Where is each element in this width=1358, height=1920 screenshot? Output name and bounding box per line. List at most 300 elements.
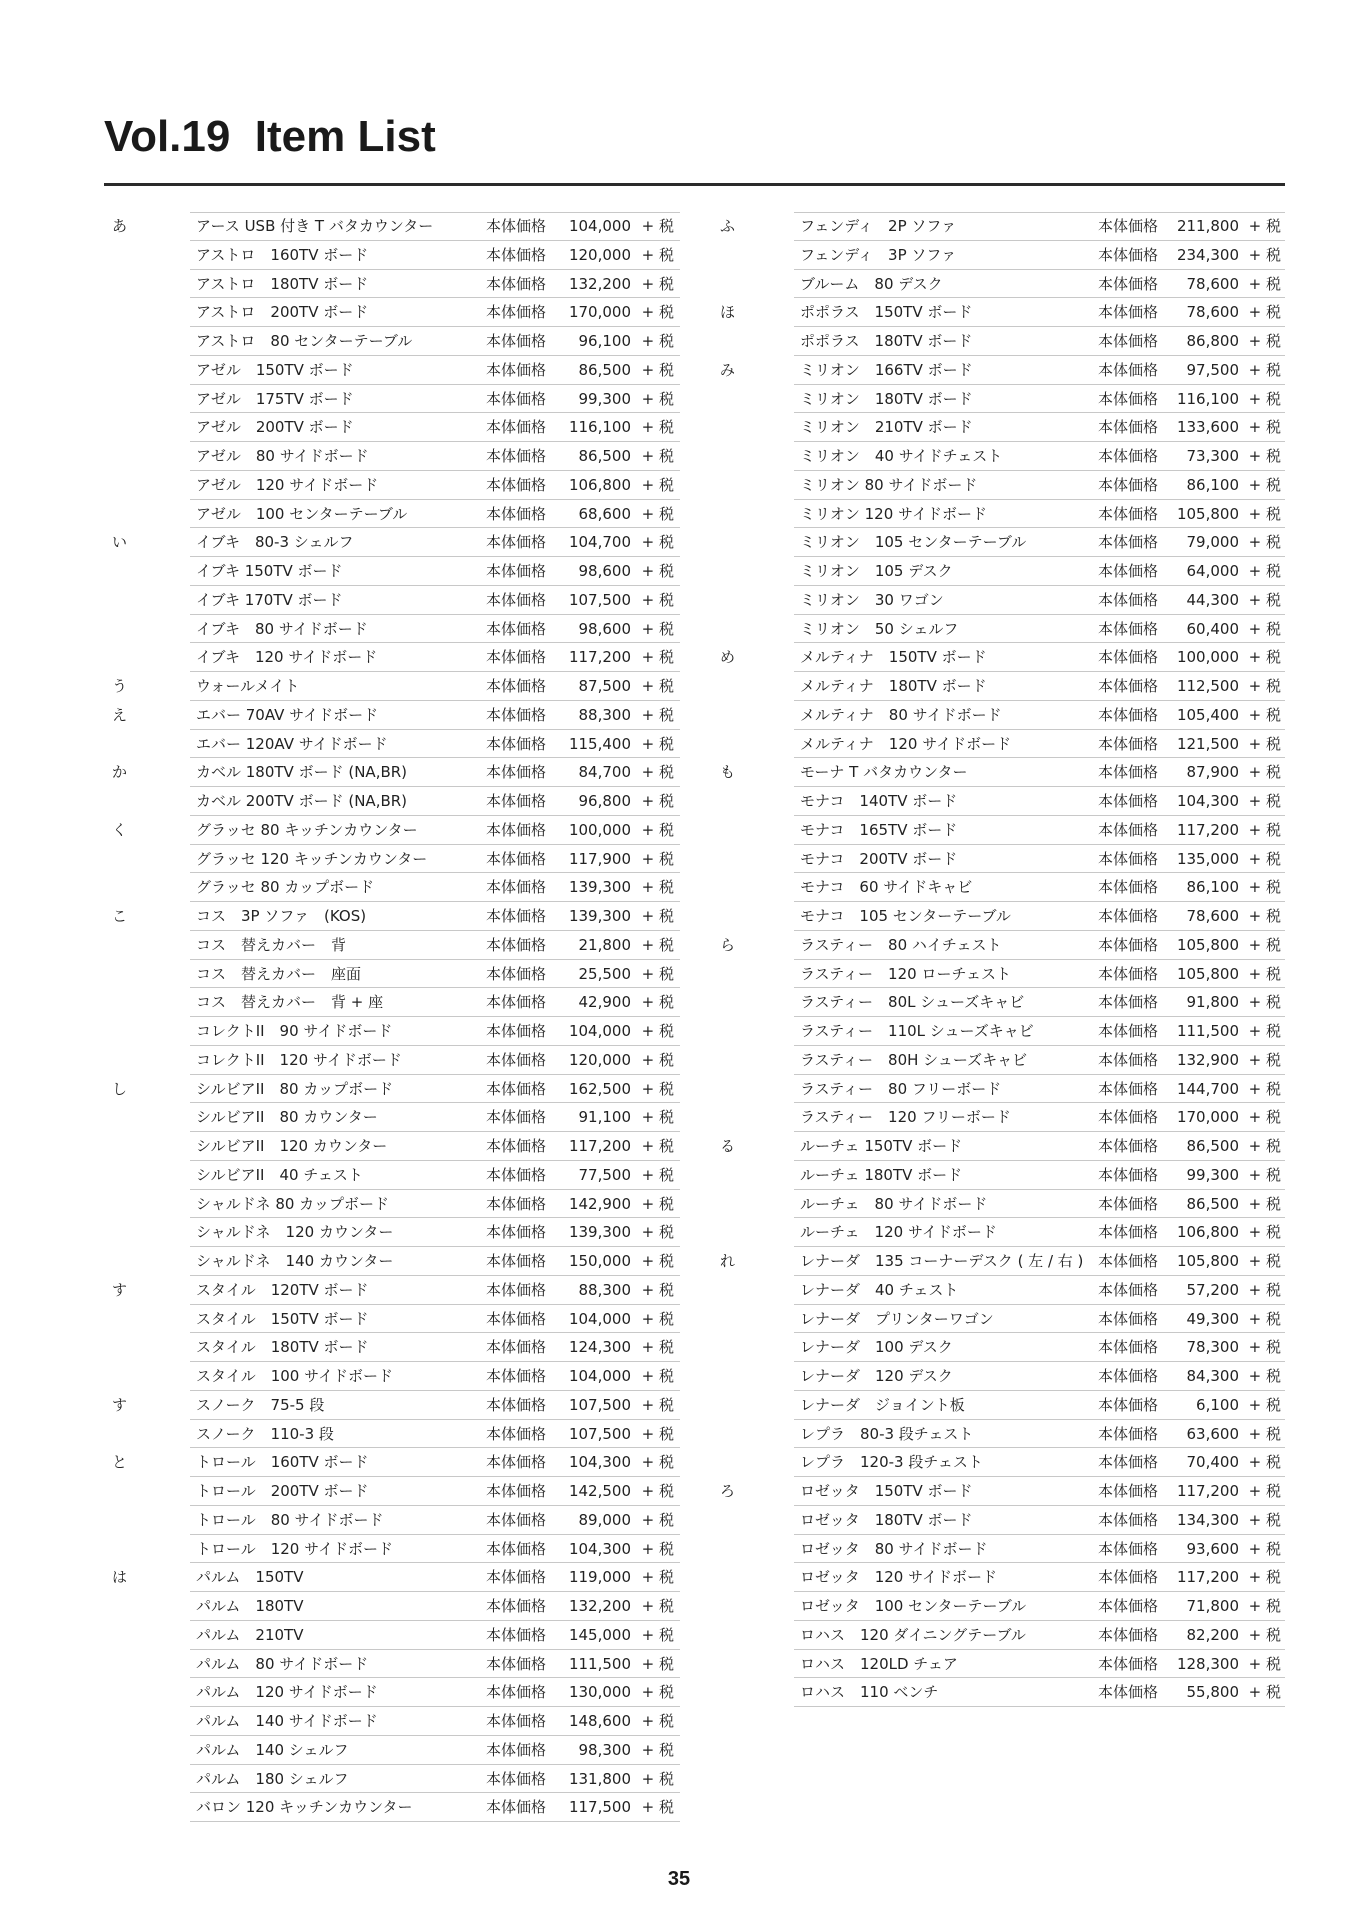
list-item [104,1190,680,1219]
price-label: 本体価格 [486,504,547,523]
item-price: 135,000 [1176,849,1239,868]
tax-label: + 税 [1248,619,1281,638]
price-label: 本体価格 [1098,705,1159,724]
item-name: ラスティー 120 ローチェスト [800,964,1011,983]
item-price: 104,000 [568,1309,631,1328]
item-name: ラスティー 80H シューズキャビ [800,1050,1028,1069]
item-price: 162,500 [568,1079,631,1098]
item-name: ミリオン 30 ワゴン [800,590,944,609]
item-price: 150,000 [568,1252,631,1270]
item-price: 131,800 [568,1769,631,1788]
item-name: スノーク 75-5 段 [196,1395,325,1414]
item-price: 86,500 [578,360,631,379]
tax-label: + 税 [1248,964,1281,983]
tax-label: + 税 [1248,1395,1281,1414]
kana-index-label: い [112,533,128,552]
item-price: 142,900 [568,1194,631,1213]
price-label: 本体価格 [1098,1597,1159,1615]
item-name: モナコ 165TV ボード [800,820,958,839]
tax-label: + 税 [641,1424,674,1443]
item-name: グラッセ 80 キッチンカウンター [196,820,418,839]
item-price: 124,300 [568,1338,631,1357]
item-name: スタイル 150TV ボード [196,1309,369,1328]
tax-label: + 税 [641,1568,674,1587]
item-price: 105,800 [1176,504,1239,523]
price-label: 本体価格 [486,1252,547,1270]
price-label: 本体価格 [1098,332,1159,350]
list-item [712,1305,1285,1334]
list-item [104,1333,680,1362]
price-label: 本体価格 [1098,533,1159,552]
list-item [712,1448,1285,1477]
item-price: 121,500 [1176,734,1239,753]
price-label: 本体価格 [486,1108,547,1127]
tax-label: + 税 [1248,820,1281,839]
tax-label: + 税 [641,1165,674,1184]
item-price: 106,800 [1176,1223,1239,1242]
tax-label: + 税 [1248,849,1281,868]
list-item [712,500,1285,529]
item-name: パルム 120 サイドボード [196,1683,378,1702]
item-name: アゼル 120 サイドボード [196,475,379,494]
item-name: ロハス 110 ベンチ [800,1683,939,1702]
kana-index-label: う [112,677,128,695]
item-name: ミリオン 120 サイドボード [800,504,987,523]
item-price: 107,500 [568,1424,631,1443]
price-label: 本体価格 [486,993,547,1012]
kana-index-label: あ [112,217,128,235]
item-name: モナコ 140TV ボード [800,792,958,810]
item-price: 104,000 [568,1022,631,1040]
item-name: ポポラス 180TV ボード [800,332,973,350]
item-price: 49,300 [1186,1309,1239,1328]
price-label: 本体価格 [1098,274,1159,293]
item-name: アストロ 180TV ボード [196,274,369,293]
item-name: ルーチェ 120 サイドボード [800,1223,997,1242]
list-item [712,758,1285,787]
item-price: 82,200 [1186,1625,1239,1644]
price-label: 本体価格 [1098,648,1159,667]
item-name: エバー 70AV サイドボード [196,705,379,724]
tax-label: + 税 [1248,1280,1281,1299]
price-label: 本体価格 [486,1453,547,1472]
page-number: 35 [667,1868,691,1890]
tax-label: + 税 [641,648,674,667]
price-label: 本体価格 [1098,1137,1159,1155]
list-item [104,1592,680,1621]
price-label: 本体価格 [486,1539,547,1558]
price-label: 本体価格 [486,705,547,724]
item-name: アゼル 150TV ボード [196,360,354,379]
list-item [712,1678,1285,1707]
price-label: 本体価格 [486,1740,547,1759]
list-item [104,471,680,500]
item-price: 98,600 [578,619,631,638]
tax-label: + 税 [1248,1165,1281,1184]
tax-label: + 税 [641,418,674,437]
price-label: 本体価格 [1098,1654,1159,1673]
tax-label: + 税 [641,217,674,235]
item-name: ルーチェ 180TV ボード [800,1165,963,1184]
item-price: 60,400 [1186,619,1239,638]
price-label: 本体価格 [486,1137,547,1155]
list-item [712,1075,1285,1104]
list-item [104,528,680,557]
list-item [712,471,1285,500]
price-label: 本体価格 [486,1568,547,1587]
price-label: 本体価格 [1098,1338,1159,1357]
item-price: 86,100 [1186,878,1239,897]
item-name: トロール 160TV ボード [196,1453,369,1472]
list-item [712,528,1285,557]
price-label: 本体価格 [1098,1568,1159,1587]
price-label: 本体価格 [486,1654,547,1673]
item-name: アゼル 200TV ボード [196,418,354,437]
item-price: 132,200 [568,1597,631,1615]
item-price: 21,800 [578,935,631,954]
item-price: 63,600 [1186,1424,1239,1443]
tax-label: + 税 [641,562,674,580]
price-label: 本体価格 [486,217,547,235]
price-label: 本体価格 [486,907,547,925]
list-item [104,385,680,414]
tax-label: + 税 [1248,274,1281,293]
price-label: 本体価格 [486,1798,547,1817]
item-name: フェンディ 2P ソファ [800,217,957,235]
item-name: トロール 200TV ボード [196,1482,369,1500]
tax-label: + 税 [641,303,674,322]
tax-label: + 税 [1248,1683,1281,1702]
item-name: シルビアII 80 カウンター [196,1108,378,1127]
price-label: 本体価格 [1098,1079,1159,1098]
price-label: 本体価格 [1098,1022,1159,1040]
tax-label: + 税 [641,1654,674,1673]
item-name: アゼル 175TV ボード [196,389,354,408]
item-price: 91,800 [1186,993,1239,1012]
list-item [712,931,1285,960]
item-name: ミリオン 180TV ボード [800,389,973,408]
item-price: 78,600 [1186,303,1239,322]
page-title: Vol.19 Item List [104,112,436,161]
tax-label: + 税 [1248,734,1281,753]
item-name: コス 替えカバー 座面 [196,964,362,983]
item-name: ラスティー 80 フリーボード [800,1079,1002,1098]
list-item [104,1305,680,1334]
kana-index-label: ふ [720,217,736,235]
price-label: 本体価格 [1098,1395,1159,1414]
price-label: 本体価格 [1098,964,1159,983]
kana-index-label: は [112,1568,128,1587]
list-item [104,327,680,356]
item-name: コス 替えカバー 背 + 座 [196,993,384,1012]
list-item [104,270,680,299]
list-item [712,1132,1285,1161]
item-name: グラッセ 80 カップボード [196,878,375,897]
item-name: ブルーム 80 デスク [800,274,943,293]
price-label: 本体価格 [1098,1309,1159,1328]
item-name: シャルドネ 120 カウンター [196,1223,394,1242]
tax-label: + 税 [1248,504,1281,523]
price-label: 本体価格 [1098,935,1159,954]
list-item [104,413,680,442]
tax-label: + 税 [1248,1309,1281,1328]
item-price: 106,800 [568,475,631,494]
price-label: 本体価格 [1098,1280,1159,1299]
price-label: 本体価格 [1098,1194,1159,1213]
list-item [104,241,680,270]
item-name: ミリオン 166TV ボード [800,360,973,379]
tax-label: + 税 [1248,993,1281,1012]
item-name: アストロ 80 センターテーブル [196,332,413,350]
item-price: 99,300 [1186,1165,1239,1184]
item-name: パルム 140 サイドボード [196,1712,378,1730]
item-price: 128,300 [1176,1654,1239,1673]
item-price: 42,900 [578,993,631,1012]
price-label: 本体価格 [486,792,547,810]
item-price: 70,400 [1186,1453,1239,1472]
item-name: メルティナ 80 サイドボード [800,705,1002,724]
item-name: ロゼッタ 80 サイドボード [800,1539,988,1558]
tax-label: + 税 [1248,1510,1281,1529]
tax-label: + 税 [1248,332,1281,350]
list-item [712,672,1285,701]
price-label: 本体価格 [1098,1252,1159,1270]
item-name: メルティナ 120 サイドボード [800,734,1012,753]
item-name: スタイル 180TV ボード [196,1338,369,1357]
item-price: 91,100 [578,1108,631,1127]
list-item [104,988,680,1017]
item-name: レプラ 80-3 段チェスト [800,1424,974,1443]
item-price: 44,300 [1186,590,1239,609]
list-item [712,1046,1285,1075]
item-price: 78,600 [1186,907,1239,925]
item-price: 64,000 [1186,562,1239,580]
item-name: パルム 80 サイドボード [196,1654,369,1673]
list-item [712,960,1285,989]
item-name: シャルドネ 140 カウンター [196,1252,394,1270]
price-label: 本体価格 [486,1482,547,1500]
item-name: イブキ 120 サイドボード [196,648,378,667]
kana-index-label: こ [112,907,128,925]
tax-label: + 税 [1248,1252,1281,1270]
list-item [104,672,680,701]
price-label: 本体価格 [486,1194,547,1213]
list-item [712,787,1285,816]
list-item [712,845,1285,874]
item-price: 120,000 [568,1050,631,1069]
item-name: アース USB 付き T バタカウンター [196,217,434,235]
item-price: 86,500 [1186,1194,1239,1213]
item-price: 88,300 [578,1280,631,1299]
list-item [712,586,1285,615]
tax-label: + 税 [641,1510,674,1529]
item-name: スタイル 120TV ボード [196,1280,369,1299]
price-label: 本体価格 [486,1050,547,1069]
list-item [712,1650,1285,1679]
item-name: ポポラス 150TV ボード [800,303,973,322]
tax-label: + 税 [1248,792,1281,810]
tax-label: + 税 [1248,1367,1281,1385]
tax-label: + 税 [641,619,674,638]
list-item [712,557,1285,586]
price-label: 本体価格 [486,1625,547,1644]
list-item [712,241,1285,270]
list-item [104,1103,680,1132]
tax-label: + 税 [641,935,674,954]
item-price: 117,200 [1176,820,1239,839]
item-price: 115,400 [568,734,631,753]
list-item [104,1075,680,1104]
tax-label: + 税 [641,1625,674,1644]
list-item [712,1333,1285,1362]
item-name: カベル 180TV ボード (NA,BR) [196,763,408,782]
price-label: 本体価格 [486,1022,547,1040]
item-price: 57,200 [1186,1280,1239,1299]
list-item [104,557,680,586]
price-label: 本体価格 [1098,1108,1159,1127]
item-name: ミリオン 105 センターテーブル [800,533,1027,552]
item-price: 105,800 [1176,1252,1239,1270]
tax-label: + 税 [1248,1539,1281,1558]
list-item [104,1218,680,1247]
list-item [712,873,1285,902]
price-label: 本体価格 [1098,1050,1159,1069]
item-name: ルーチェ 150TV ボード [800,1137,963,1155]
price-label: 本体価格 [1098,1683,1159,1702]
tax-label: + 税 [641,1740,674,1759]
tax-label: + 税 [1248,1424,1281,1443]
price-label: 本体価格 [1098,562,1159,580]
list-item [104,298,680,327]
item-name: レナーダ 40 チェスト [800,1280,959,1299]
list-item [712,442,1285,471]
price-label: 本体価格 [486,763,547,782]
item-price: 93,600 [1186,1539,1239,1558]
item-name: パルム 210TV [196,1625,304,1644]
tax-label: + 税 [641,677,674,695]
price-label: 本体価格 [1098,1424,1159,1443]
item-price: 117,200 [1176,1482,1239,1500]
item-name: コレクトII 120 サイドボード [196,1050,402,1069]
item-name: モナコ 60 サイドキャビ [800,878,973,897]
tax-label: + 税 [641,1712,674,1730]
list-item [712,270,1285,299]
list-item [104,845,680,874]
price-label: 本体価格 [486,303,547,322]
kana-index-label: く [112,820,128,839]
tax-label: + 税 [1248,1625,1281,1644]
item-name: ルーチェ 80 サイドボード [800,1194,988,1213]
list-item [104,1420,680,1449]
list-item [712,1276,1285,1305]
item-name: ラスティー 80L シューズキャビ [800,993,1025,1012]
item-price: 98,600 [578,562,631,580]
tax-label: + 税 [641,878,674,897]
list-item [712,385,1285,414]
item-price: 104,700 [568,533,631,552]
price-label: 本体価格 [486,1510,547,1529]
tax-label: + 税 [641,504,674,523]
list-item [712,643,1285,672]
price-label: 本体価格 [1098,993,1159,1012]
item-price: 117,500 [568,1798,631,1817]
item-name: ロゼッタ 120 サイドボード [800,1568,998,1587]
list-item [712,1190,1285,1219]
tax-label: + 税 [641,907,674,925]
item-name: レナーダ 135 コーナーデスク ( 左 / 右 ) [800,1252,1084,1270]
price-label: 本体価格 [486,389,547,408]
price-label: 本体価格 [486,648,547,667]
tax-label: + 税 [641,1079,674,1098]
tax-label: + 税 [641,533,674,552]
item-name: シャルドネ 80 カップボード [196,1194,390,1213]
item-price: 112,500 [1176,677,1239,695]
price-label: 本体価格 [1098,1625,1159,1644]
item-price: 96,100 [578,332,631,350]
price-label: 本体価格 [1098,619,1159,638]
tax-label: + 税 [641,763,674,782]
price-label: 本体価格 [486,245,547,264]
price-label: 本体価格 [1098,1482,1159,1500]
tax-label: + 税 [641,1769,674,1788]
tax-label: + 税 [641,590,674,609]
item-price: 79,000 [1186,533,1239,552]
item-name: イブキ 80-3 シェルフ [196,533,354,552]
item-price: 142,500 [568,1482,631,1500]
list-item [104,1765,680,1794]
price-label: 本体価格 [486,418,547,437]
list-item [104,960,680,989]
item-name: シルビアII 80 カップボード [196,1079,394,1098]
tax-label: + 税 [641,1194,674,1213]
list-item [104,1736,680,1765]
list-item [712,1017,1285,1046]
item-price: 88,300 [578,705,631,724]
tax-label: + 税 [1248,677,1281,695]
item-price: 86,800 [1186,332,1239,350]
kana-index-label: し [112,1079,128,1098]
item-price: 71,800 [1186,1597,1239,1615]
list-item [104,1448,680,1477]
item-name: イブキ 170TV ボード [196,590,343,609]
price-label: 本体価格 [486,1165,547,1184]
kana-index-label: る [720,1137,736,1155]
list-item [104,787,680,816]
kana-index-label: め [720,648,736,667]
item-name: ラスティー 80 ハイチェスト [800,935,1002,954]
price-label: 本体価格 [1098,907,1159,925]
item-price: 139,300 [568,878,631,897]
list-item [712,356,1285,385]
list-item [104,730,680,759]
item-price: 73,300 [1186,447,1239,465]
item-name: ロハス 120 ダイニングテーブル [800,1625,1026,1644]
item-price: 55,800 [1186,1683,1239,1702]
list-item [104,873,680,902]
kana-index-label: す [112,1395,128,1414]
tax-label: + 税 [641,1280,674,1299]
tax-label: + 税 [1248,1050,1281,1069]
tax-label: + 税 [641,1539,674,1558]
kana-index-label: れ [720,1252,736,1270]
price-label: 本体価格 [486,1769,547,1788]
price-label: 本体価格 [486,1079,547,1098]
price-label: 本体価格 [486,360,547,379]
item-price: 97,500 [1186,360,1239,379]
item-name: レナーダ 120 デスク [800,1367,953,1385]
item-name: ミリオン 210TV ボード [800,418,973,437]
list-item [712,1218,1285,1247]
